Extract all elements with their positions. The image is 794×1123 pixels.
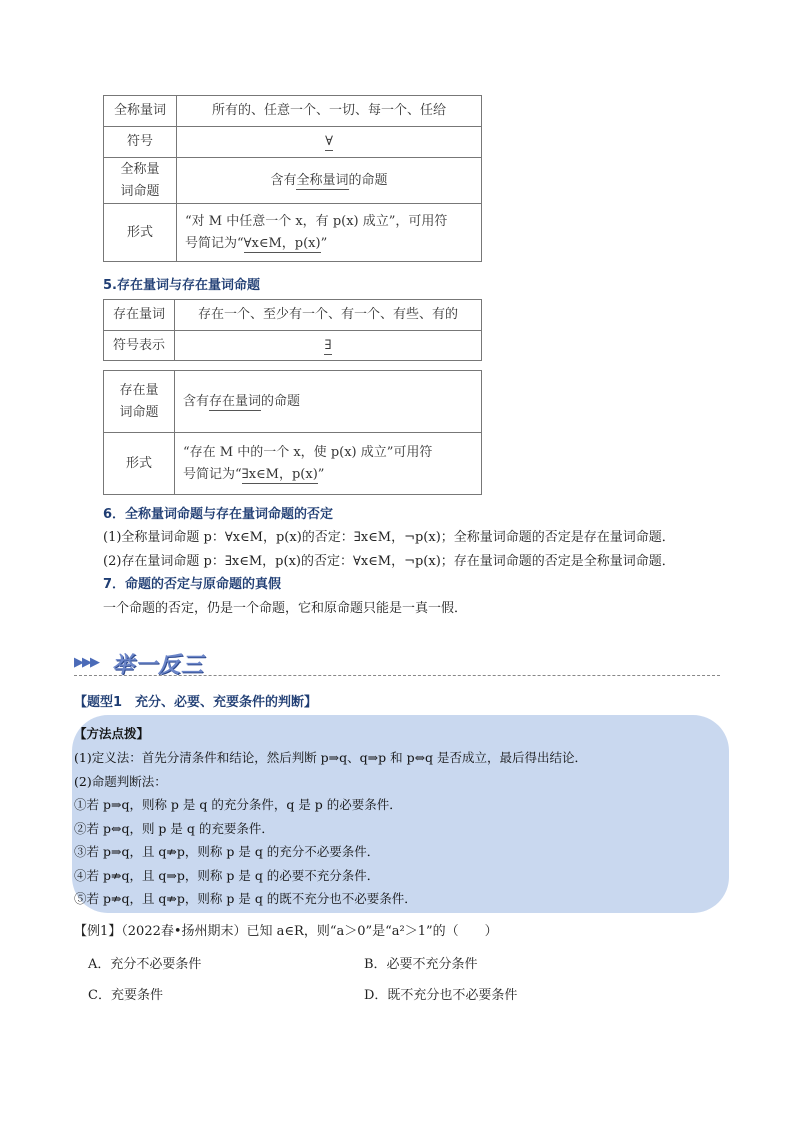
table-cell: 存在一个、至少有一个、有一个、有些、有的: [175, 300, 482, 331]
question-type-heading: 【题型1 充分、必要、充要条件的判断】: [74, 695, 318, 710]
existential-quantifier-table: [103, 299, 482, 361]
table-cell-label: 全称量词: [104, 96, 177, 127]
banner-arrows-icon: ▶▶▶: [74, 655, 98, 670]
universal-quantifier-table: [103, 95, 482, 262]
section-heading-6: 6．全称量词命题与存在量词命题的否定: [103, 507, 334, 522]
symbol-forall: ∀: [325, 134, 333, 149]
table-cell-label: 存在量词: [104, 300, 175, 331]
method-line: ⑤若 p⇏q，且 q⇏p，则称 p 是 q 的既不充分也不必要条件．: [74, 891, 417, 906]
table-cell-label: 形式: [104, 204, 177, 262]
example-question: 【例1】（2022春•扬州期末）已知 a∈R，则“a＞0”是“a²＞1”的（ ）: [74, 924, 498, 939]
banner-divider: [74, 675, 720, 676]
method-line: ②若 p⇔q，则 p 是 q 的充要条件．: [74, 821, 274, 836]
option-c[interactable]: C．充要条件: [88, 988, 163, 1003]
table-cell-label: 符号: [104, 127, 177, 158]
negation-line-1: (1)全称量词命题 p：∀x∈M，p(x)的否定：∃x∈M，¬p(x)；全称量词命题的否定是存在量词命题．: [103, 530, 675, 545]
section-7-text: 一个命题的否定，仍是一个命题，它和原命题只能是一真一假．: [103, 601, 468, 616]
table-cell: [177, 127, 482, 158]
banner-title: 举一反三: [112, 653, 205, 678]
table-cell: 所有的、任意一个、一切、每一个、任给: [177, 96, 482, 127]
table-cell-label: 存在量词命题: [104, 371, 175, 433]
method-line: ③若 p⇒q，且 q⇏p，则称 p 是 q 的充分不必要条件．: [74, 844, 380, 859]
method-line: ④若 p⇏q，且 q⇒p，则称 p 是 q 的必要不充分条件．: [74, 868, 380, 883]
table-cell: “存在 M 中的一个 x，使 p(x) 成立”可用符 号简记为“∃x∈M，p(x)”: [175, 433, 482, 495]
method-title: 【方法点拨】: [74, 726, 150, 741]
symbol-exists: ∃: [324, 337, 332, 353]
table-cell-label: 全称量词命题: [104, 158, 177, 204]
table-cell-label: 形式: [104, 433, 175, 495]
method-line: ①若 p⇒q，则称 p 是 q 的充分条件，q 是 p 的必要条件．: [74, 797, 402, 812]
existential-proposition-table: [103, 370, 482, 495]
option-b[interactable]: B．必要不充分条件: [364, 957, 478, 972]
table-cell: [175, 331, 482, 361]
table-cell: 含有全称量词的命题: [177, 158, 482, 204]
option-a[interactable]: A．充分不必要条件: [88, 957, 202, 972]
section-heading-5: 5.存在量词与存在量词命题: [103, 278, 260, 293]
method-line: (2)命题判断法：: [74, 774, 167, 789]
section-heading-7: 7．命题的否定与原命题的真假: [103, 577, 282, 592]
option-d[interactable]: D．既不充分也不必要条件: [364, 988, 518, 1003]
negation-line-2: (2)存在量词命题 p：∃x∈M，p(x)的否定：∀x∈M，¬p(x)；存在量词命题的否定是全称量词命题．: [103, 554, 675, 569]
table-cell: 含有存在量词的命题: [175, 371, 482, 433]
method-line: (1)定义法：首先分清条件和结论，然后判断 p⇒q、q⇒p 和 p⇔q 是否成立，最后得出结论．: [74, 750, 588, 765]
table-cell-label: 符号表示: [104, 331, 175, 361]
table-cell: “对 M 中任意一个 x，有 p(x) 成立”，可用符 号简记为“∀x∈M，p(x)”: [177, 204, 482, 262]
